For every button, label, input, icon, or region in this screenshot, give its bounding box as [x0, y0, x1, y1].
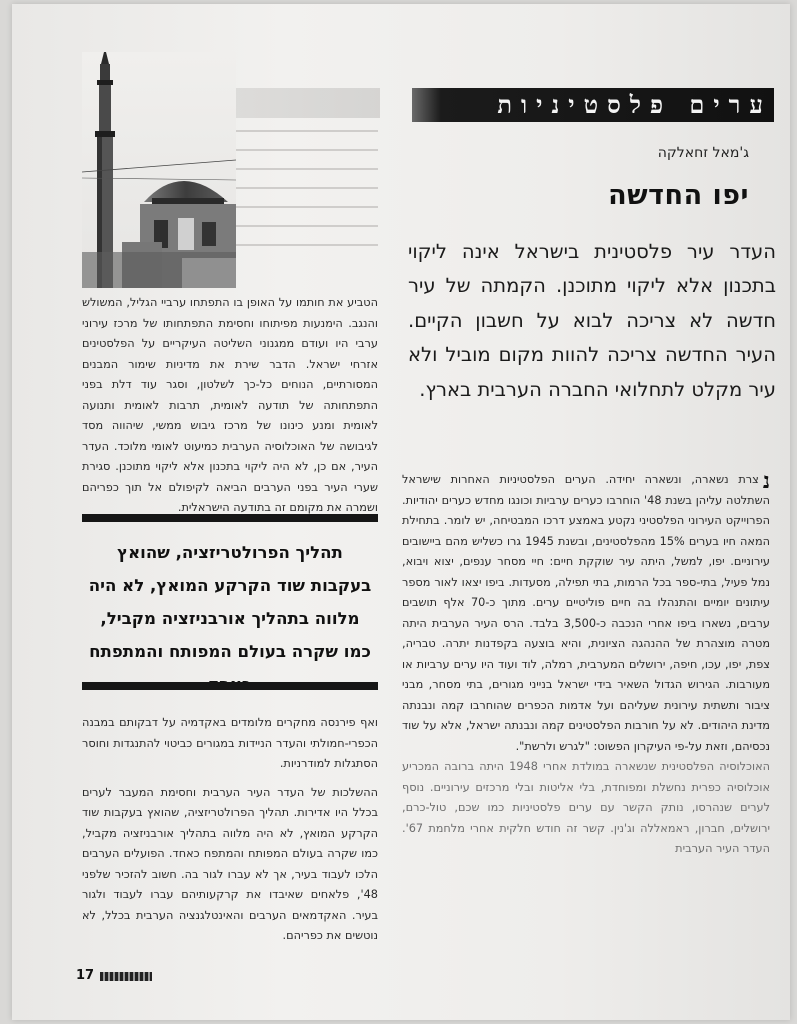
minaret-photo [82, 52, 236, 288]
right-column-continued: האוכלוסיה הפלסטינית שנשארה במולדת אחרי 1948 היתה ברובה המכריע אוכלוסיה כפרית נחשלת ומפוחדת, בלי אליטות ובלי מרכזים עירוניים. נוסף לערים שנהרסו, נותק הקשר עם ערים פלסטיניות כמו שכם, טול-כרם, ירושלים, חברון, ראמאללה וג'נין. קשר זה חודש חלקית אחרי מלחמת 67'. העדר העיר הערבית [402, 760, 771, 855]
pull-quote-rule-top [82, 514, 378, 522]
left-column-bottom [82, 713, 378, 947]
left-bottom-paragraph-2: ההשלכות של העדר העיר הערבית וחסימת המעבר לערים בכלל היו אדירות. תהליך הפרולטריזציה, שהואץ בעקבות שוד הקרקע המואץ, לא היה מלווה בתהליך אורבניזציה מקביל, כמו שקרה בעולם המפותח והמתפח כאחד. הפועלים הערבים הלכו לעבוד בעיר, אך לא עברו לגור בה. חשוב להזכיר שלפני 48', פלאחים שאיבדו את קרקעותיהם עברו לעבוד ולגור בעיר. האקדמאים הערבים והאינטלגנציה הערבית בכלל, לא נוטשים את כפריהם. [82, 785, 378, 942]
drop-cap: נ [762, 468, 770, 494]
magazine-logo-mark [100, 972, 152, 981]
show-through-band [236, 88, 380, 118]
show-through-lines [236, 130, 378, 263]
right-column-text: צרת נשארה, ונשארה יחידה. הערים הפלסטיניות האחרות שישראל השתלטה עליהן בשנת 48' הוחרבו כערים ערביות וכונגו מחדש כערים יהודיות. הפרוייקט העירוני הפלסטיני נקטע באמצע דרכו המבטיחה, יש לומר. בתחילת המאה חיו בערים 15% מהפלסטינים, ובשנת 1945 גרו כשליש מהם ביישובים עירוניים. יפו, למשל, היתה עיר שוקקת חיים: חיי מסחר ענפים, יצוא ויבוא, נמל פעיל, בתי-ספר בכל הרמות, בתי תפילה, מסעדות. ביפו יצאו לאור מספר עיתונים יומיים והתנהלו בה חיים פוליטיים ערים. מתוך כ-70 אלף תושבים ערבים, נשארו ביפו אחרי הנכבה כ-3,500 בלבד. הרס העיר הערבית היתה מטרה מוצהרת של ההנהגה הציונית, והיא בוצעה בקפדנות יתרה. טבריה, צפת, יפו, עכו, חיפה, ירושלים המערבית, רמלה, לוד ועוד היו ערים ערביות או מעורבות. הגירוש הגדול השאיר בידי ישראל בנייני מגורים, בתי מסחר, מבני ציבור ותשתית עירונית שעליהם ועל אדמות הכפרים שהוחרבו קמה ונבנתה מדינת היהודים. לא על חורבות הפלסטינים קמה ונבנתה ישראל, אלא על שוד נכסיהם, וזאת על-פי העיקרון הפשוט: "לגרש ולרשת". [402, 473, 771, 753]
pull-quote: תהליך הפרולטריזציה, שהואץ בעקבות שוד הקרקע המואץ, לא היה מלווה בתהליך אורבניזציה מקביל, כמו שקרה בעולם המפותח והמתפתח [88, 543, 372, 661]
article-headline: יפו החדשה [608, 180, 749, 211]
series-title: ערים פלסטיניות [497, 90, 772, 119]
left-column-top: הטביע את חותמו על האופן בו התפתחו ערביי הגליל, המשולש והנגב. הימנעות מפיתוחו וחסימת התפתחותו של מרכז עירוני ערבי היו ועודם ממגנוני השליטה העיקריים על הפלסטינים אזרחי ישראל. הדבר שירת את מדיניות שימור המבנים המסורתיים, הנוחים כל-כך לשלטון, וסגר עוד דלת בפני התפתחותה של תודעה לאומית, תרבות לאומית ותנועה לאומית ומנע כינונו של מרכז גיבוש ממשי, שיהווה מסד לגיבושה של האוכלוסיה הערבית כמיעוט לאומי מלוכד. העדר העיר, אם כן, לא היה ליקוי בתכנון אלא ליקוי מתוכנן. סגירת שערי העיר בפני הערבים הביאה לקיפולם אל תוך כפריהם ושמרה את מקומם זה בתודעה הישראלית. [82, 296, 378, 514]
author-byline: ג'מאל זחאלקה [657, 145, 749, 161]
article-lead: העדר עיר פלסטינית בישראל אינה ליקוי בתכנון אלא ליקוי מתוכנן. הקמתה של עיר חדשה לא צריכה לבוא על חשבון הקיים. העיר החדשה צריכה להוות מקום מוביל ולא עיר מקלט לתחלואי החברה הערבית בארץ. [408, 240, 776, 401]
page-number: 17 [76, 968, 95, 983]
left-bottom-paragraph-1: ואף פירנסה מחקרים מלומדים באקדמיה על דבקותם במבנה הכפרי-חמולתי והעדר הניידות במגורים כביטוי להתנגדות וחוסר הסתגלות למודרניות. [82, 716, 378, 770]
right-column [402, 470, 770, 860]
pull-quote-rule-bottom [82, 682, 378, 690]
